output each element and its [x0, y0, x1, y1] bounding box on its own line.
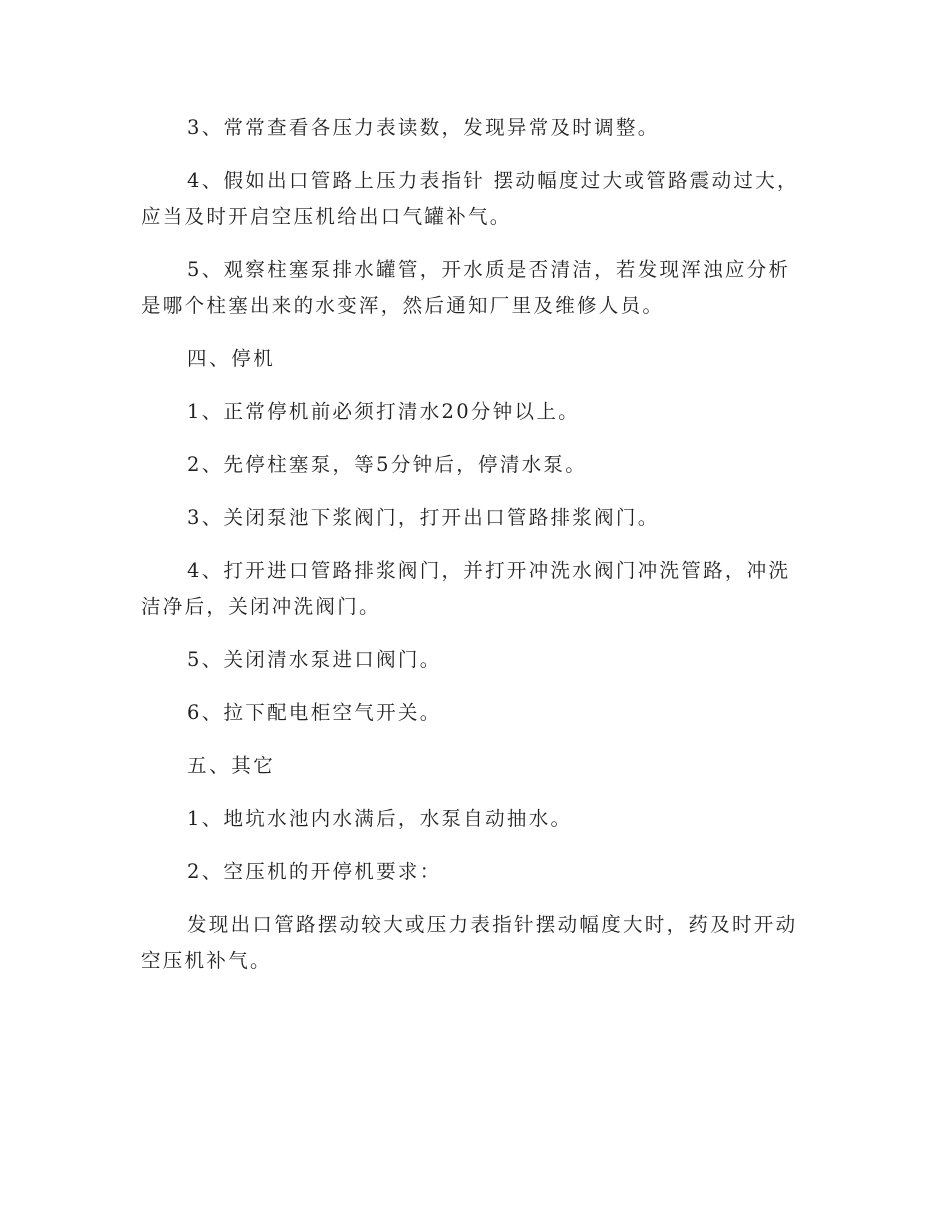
- paragraph-open-inlet-drain-valve: 4、打开进口管路排浆阀门，并打开冲洗水阀门冲洗管路，冲洗洁净后，关闭冲洗阀门。: [141, 559, 791, 618]
- paragraph-close-pump-inlet-valve: 5、关闭清水泵进口阀门。: [187, 648, 442, 671]
- paragraph-stop-plunger-pump: 2、先停柱塞泵，等5分钟后，停清水泵。: [187, 453, 588, 476]
- paragraph-check-pressure-gauges: 3、常常查看各压力表读数，发现异常及时调整。: [187, 116, 660, 139]
- paragraph-observe-drain-tank: 5、观察柱塞泵排水罐管，开水质是否清洁，若发现浑浊应分析是哪个柱塞出来的水变浑，然后通知厂里及维修人员。: [141, 258, 791, 317]
- paragraph-flush-clean-water: 1、正常停机前必须打清水20分钟以上。: [187, 400, 580, 423]
- section-heading-shutdown: 四、停机: [187, 347, 276, 370]
- paragraph-sump-auto-pump: 1、地坑水池内水满后，水泵自动抽水。: [187, 807, 573, 830]
- paragraph-compressor-start-condition: 发现出口管路摆动较大或压力表指针摆动幅度大时，药及时开动空压机补气。: [141, 913, 798, 972]
- document-body: [141, 110, 811, 996]
- paragraph-close-slurry-valve: 3、关闭泵池下浆阀门，打开出口管路排浆阀门。: [187, 506, 660, 529]
- paragraph-outlet-pressure-swing: 4、假如出口管路上压力表指针 摆动幅度过大或管路震动过大，应当及时开启空压机给出口气罐补气。: [141, 169, 799, 228]
- section-heading-other: 五、其它: [187, 754, 276, 777]
- paragraph-compressor-requirements: 2、空压机的开停机要求：: [187, 860, 442, 883]
- paragraph-switch-off-breaker: 6、拉下配电柜空气开关。: [187, 701, 442, 724]
